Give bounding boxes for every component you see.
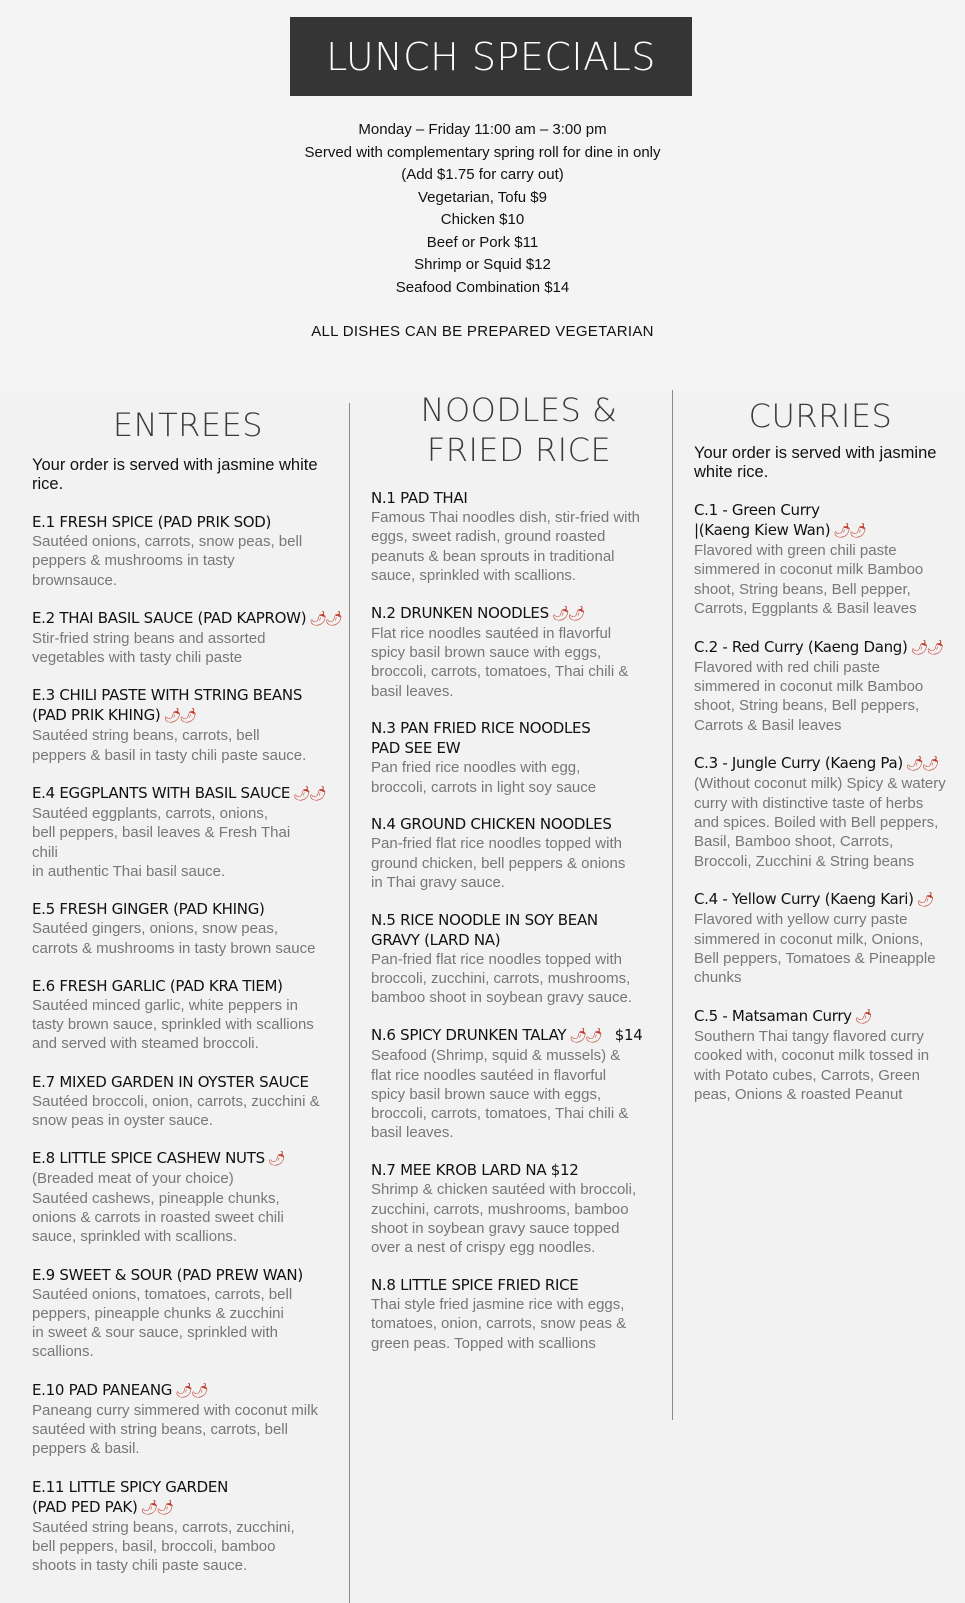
menu-item-name [32,899,344,919]
carry-out-line: (Add $1.75 for carry out) [401,166,564,183]
menu-item-name [32,1072,344,1092]
chili-pepper-icon: 🌶🌶 [309,610,341,627]
menu-item-title: E.5 FRESH GINGER (PAD KHING) [32,900,265,919]
menu-item [371,718,667,797]
chili-pepper-icon: 🌶 [916,892,933,909]
menu-item-description: Sautéed minced garlic, white peppers in tasty brown sauce, sprinkled with scallions and served with steamed broccoli. [32,996,314,1053]
menu-item-title: N.8 LITTLE SPICE FRIED RICE [371,1275,579,1294]
lunch-specials-banner [290,17,692,96]
menu-item [694,637,964,735]
menu-item-name [32,976,344,996]
menu-item [32,1477,344,1576]
menu-item-name [32,783,344,804]
menu-item-title: C.5 - Matsaman Curry [694,1007,852,1026]
menu-item-name [694,753,964,774]
menu-item [371,1025,667,1142]
menu-item-title: N.7 MEE KROB LARD NA $12 [371,1161,579,1180]
curries-title: CURRIES [748,397,893,435]
menu-item [32,1072,344,1131]
noodles-column [371,390,667,1353]
menu-item-description: Seafood (Shrimp, squid & mussels) & flat rice noodles sautéed in flavorful spicy basil brown sauce with eggs, broccoli, carrots, tomatoes, Thai chili & basil leaves. [371,1047,629,1142]
menu-item [32,608,344,668]
menu-item-name [371,1275,667,1295]
entrees-note: Your order is served with jasmine white rice. [32,456,318,493]
menu-item-title: E.2 THAI BASIL SAUCE (PAD KAPROW) [32,608,307,627]
column-divider-left [349,403,350,1603]
menu-item-name [371,1025,667,1046]
chili-pepper-icon: 🌶🌶 [551,605,584,622]
menu-item-title: N.1 PAD THAI [371,489,468,507]
menu-item-title: N.6 SPICY DRUNKEN TALAY [371,1026,567,1045]
menu-item [32,1148,344,1246]
menu-item-description: Southern Thai tangy flavored curry cooked with, coconut milk tossed in with Potato cubes, Carrots, Green peas, Onions & roasted Peanut [694,1028,930,1103]
menu-item-title: N.2 DRUNKEN NOODLES [371,603,549,622]
menu-item-description: Stir-fried string beans and assorted vegetables with tasty chili paste [32,629,266,667]
menu-item [371,910,667,1008]
chili-pepper-icon: 🌶🌶 [569,1028,601,1045]
menu-item-description: Sautéed onions, tomatoes, carrots, bell peppers, pineapple chunks & zucchini in sweet & sour sauce, sprinkled with scallions. [32,1285,293,1361]
menu-item-title: C.2 - Red Curry (Kaeng Dang) [694,637,908,656]
menu-item [32,899,344,958]
menu-item-description: Flavored with yellow curry paste simmered in coconut milk, Onions, Bell peppers, Tomatoes & Pineapple chunks [694,911,936,987]
vegetarian-note: ALL DISHES CAN BE PREPARED VEGETARIAN [311,323,654,340]
chili-pepper-icon: 🌶🌶 [910,639,943,656]
menu-item [694,500,964,618]
menu-item-title: E.4 EGGPLANTS WITH BASIL SAUCE [32,784,291,803]
price-chicken: Chicken $10 [440,211,525,228]
menu-item-title: C.4 - Yellow Curry (Kaeng Kari) [694,890,914,909]
menu-item-name [371,718,667,758]
menu-item-description: Shrimp & chicken sautéed with broccoli, zucchini, carrots, mushrooms, bamboo shoot in soybean gravy sauce topped over a nest of crispy egg noodles. [371,1181,637,1257]
menu-item-name [32,1148,344,1169]
menu-item-description: Flavored with green chili paste simmered in coconut milk Bamboo shoot, String beans, Bell pepper, Carrots, Eggplants & Basil leaves [694,542,924,617]
menu-item-description: Sautéed eggplants, carrots, onions, bell peppers, basil leaves & Fresh Thai chili in authentic Thai basil sauce. [32,805,291,880]
menu-item-name [32,512,344,532]
menu-item-description: Flavored with red chili paste simmered in coconut milk Bamboo shoot, String beans, Bell peppers, Carrots & Basil leaves [694,658,924,734]
menu-item-name [371,814,667,834]
noodles-title: NOODLES & FRIED RICE [420,391,618,469]
chili-pepper-icon: 🌶🌶 [833,523,865,539]
menu-item-name [371,488,667,508]
menu-item-title: E.11 LITTLE SPICY GARDEN (PAD PED PAK) [32,1477,229,1516]
menu-item [694,753,964,870]
menu-item-description: Sautéed gingers, onions, snow peas, carrots & mushrooms in tasty brown sauce [32,920,316,957]
menu-item-title: E.3 CHILI PASTE WITH STRING BEANS (PAD PRIK KHING) [32,686,303,725]
menu-item-name [371,603,667,624]
menu-item-description: Thai style fried jasmine rice with eggs, tomatoes, onion, carrots, snow peas & green peas. Topped with scallions [371,1295,627,1352]
chili-pepper-icon: 🌶🌶 [293,786,325,803]
menu-item [371,488,667,585]
menu-item [32,685,344,765]
menu-item-name [32,1265,344,1285]
menu-item-title: N.3 PAN FRIED RICE NOODLES PAD SEE EW [371,719,591,758]
chili-pepper-icon: 🌶🌶 [175,1382,207,1399]
menu-item-name [694,500,964,541]
curries-column [694,396,964,1104]
menu-item-title: E.6 FRESH GARLIC (PAD KRA TIEM) [32,976,283,995]
menu-item-name [694,1006,964,1027]
menu-item-name [32,1380,344,1401]
price-seafood: Seafood Combination $14 [395,278,570,296]
menu-item-name [371,1160,667,1180]
menu-item-title: N.5 RICE NOODLE IN SOY BEAN GRAVY (LARD NA) [371,910,598,949]
chili-pepper-icon: 🌶🌶 [163,708,195,725]
menu-item-title: E.9 SWEET & SOUR (PAD PREW WAN) [32,1265,303,1284]
menu-item [371,1275,667,1353]
menu-item [694,889,964,987]
menu-item [32,976,344,1054]
chili-pepper-icon: 🌶 [854,1009,871,1026]
menu-item-title: E.8 LITTLE SPICE CASHEW NUTS [32,1149,265,1168]
menu-item-description: Pan-fried flat rice noodles topped with broccoli, zucchini, carrots, mushrooms, bamboo shoot in soybean gravy sauce. [371,950,632,1007]
banner-title: LUNCH SPECIALS [326,34,656,79]
menu-item-description: Sautéed onions, carrots, snow peas, bell peppers & mushrooms in tasty brownsauce. [32,533,303,589]
menu-item-name [32,608,344,629]
chili-pepper-icon: 🌶 [267,1151,284,1168]
chili-pepper-icon: 🌶🌶 [905,756,938,773]
menu-item [371,814,667,892]
menu-item-name [32,685,344,726]
menu-item-description: Famous Thai noodles dish, stir-fried with eggs, sweet radish, ground roasted peanuts & bean sprouts in traditional sauce, sprinkled with scallions. [371,509,641,584]
price-tofu: Vegetarian, Tofu $9 [418,188,547,206]
hours-line: Monday – Friday 11:00 am – 3:00 pm [358,121,607,138]
menu-item-name [371,910,667,950]
menu-item-name [694,637,964,658]
menu-item [32,1265,344,1362]
menu-item-title: C.1 - Green Curry |(Kaeng Kiew Wan) [694,501,831,539]
menu-item [32,1380,344,1459]
menu-item [32,512,344,590]
menu-item-description: (Without coconut milk) Spicy & watery curry with distinctive taste of herbs and spices. Boiled with Bell peppers, Basil, Bamboo shoot, Carrots, Broccoli, Zucchini & String beans [694,775,946,870]
menu-item [694,1006,964,1104]
column-divider-right [672,390,673,1420]
menu-item-description: Paneang curry simmered with coconut milk sautéed with string beans, carrots, bell peppers & basil. [32,1401,318,1458]
menu-item-description: Sautéed broccoli, onion, carrots, zucchini & snow peas in oyster sauce. [32,1092,320,1130]
menu-item-title: E.1 FRESH SPICE (PAD PRIK SOD) [32,513,272,531]
menu-item-title: E.10 PAD PANEANG [32,1380,173,1399]
entrees-column [32,403,344,1576]
menu-item [371,603,667,701]
menu-item-description: Sautéed string beans, carrots, bell peppers & basil in tasty chili paste sauce. [32,727,307,764]
lunch-specials-intro [0,119,965,344]
menu-item [32,783,344,881]
menu-item-name [32,1477,344,1518]
spring-roll-line: Served with complementary spring roll for dine in only [304,143,661,161]
menu-item-description: Pan-fried flat rice noodles topped with ground chicken, bell peppers & onions in Thai gravy sauce. [371,835,626,892]
price-shrimp-squid: Shrimp or Squid $12 [414,256,551,273]
menu-item-description: Sautéed string beans, carrots, zucchini, bell peppers, basil, broccoli, bamboo shoots in tasty chili paste sauce. [32,1518,295,1575]
chili-pepper-icon: 🌶🌶 [140,1499,173,1516]
price-beef-pork: Beef or Pork $11 [426,233,539,251]
menu-item-title: E.7 MIXED GARDEN IN OYSTER SAUCE [32,1072,309,1091]
menu-item [371,1160,667,1257]
menu-item-description: Pan fried rice noodles with egg, broccoli, carrots in light soy sauce [371,759,597,796]
curries-note: Your order is served with jasmine white rice. [694,444,937,481]
menu-item-title: N.4 GROUND CHICKEN NOODLES [371,815,612,834]
menu-item-description: Flat rice noodles sautéed in flavorful spicy basil brown sauce with eggs, broccoli, carrots, tomatoes, Thai chili & basil leaves. [371,624,629,700]
entrees-title: ENTREES [112,406,264,444]
menu-item-description: (Breaded meat of your choice) Sautéed cashews, pineapple chunks, onions & carrots in roasted sweet chili sauce, sprinkled with scallions. [32,1170,284,1246]
menu-item-name [694,889,964,910]
menu-item-price: $14 [614,1026,643,1045]
menu-item-title: C.3 - Jungle Curry (Kaeng Pa) [694,754,903,773]
